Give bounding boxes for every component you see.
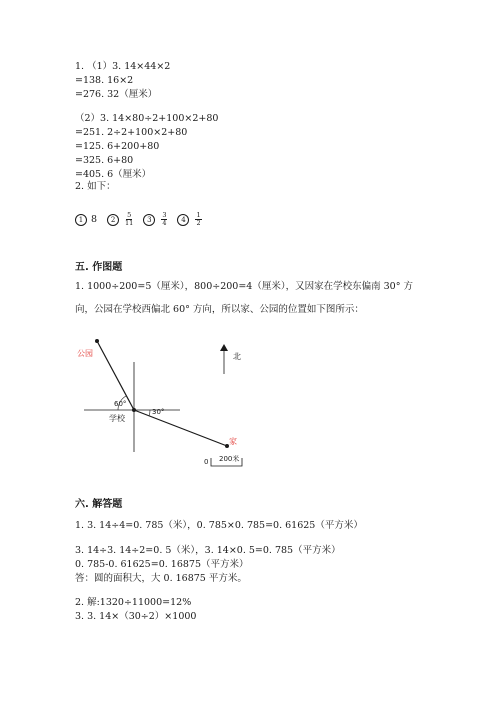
home-label: 家 [229, 437, 237, 446]
answer-mark: 2 [107, 214, 119, 226]
fraction-numerator: 1 [196, 211, 201, 219]
section-heading: 五. 作图题 [75, 262, 123, 273]
answer-value: 8 [91, 214, 98, 225]
answer-line: 3. 3. 14×（30÷2）×1000 [75, 611, 197, 622]
school-label: 学校 [109, 414, 125, 423]
section-heading: 六. 解答题 [75, 499, 123, 510]
fraction-denominator: 2 [196, 219, 201, 227]
section-text: 1. 1000÷200=5（厘米），800÷200=4（厘米），又因家在学校东偏南 30° 方 [75, 281, 413, 292]
park-label: 公园 [77, 349, 93, 358]
calc-line: =276. 32（厘米） [75, 89, 158, 100]
calc-line: 1. （1）3. 14×44×2 [75, 61, 171, 72]
fraction-denominator: 4 [162, 219, 167, 227]
north-arrow-icon [220, 344, 228, 351]
answer-mark: 1 [75, 214, 87, 226]
scale-zero-label: 0 [204, 458, 209, 466]
angle-label-30: 30° [152, 408, 165, 416]
answer-line: 2. 解:1320÷11000=12% [75, 597, 192, 608]
fraction-numerator: 3 [162, 211, 167, 219]
calc-line: =138. 16×2 [75, 75, 134, 86]
calc-line: =405. 6（厘米） [75, 169, 152, 180]
answer-line: 0. 785-0. 61625=0. 16875（平方米） [75, 559, 249, 570]
calc-line: =251. 2÷2+100×2+80 [75, 127, 188, 138]
school-home-line [134, 410, 227, 446]
scale-distance-label: 200米 [219, 455, 240, 463]
angle-arc-30 [149, 410, 150, 416]
north-label: 北 [233, 352, 241, 361]
park-point [95, 339, 99, 343]
fraction-numerator: 5 [127, 211, 132, 219]
calc-line: =325. 6+80 [75, 155, 134, 166]
fraction-denominator: 11 [125, 219, 134, 227]
angle-label-60: 60° [114, 400, 127, 408]
answer-line: 1. 3. 14÷4=0. 785（米），0. 785×0. 785=0. 61625（平方米） [75, 520, 363, 531]
calc-line: （2）3. 14×80÷2+100×2+80 [75, 113, 219, 124]
answer-line: 3. 14÷3. 14÷2=0. 5（米），3. 14×0. 5=0. 785（平方米） [75, 545, 341, 556]
section-text: 向，公园在学校西偏北 60° 方向，所以家、公园的位置如下图所示： [75, 304, 364, 315]
school-point [132, 408, 136, 412]
calc-line: =125. 6+200+80 [75, 141, 160, 152]
answer-mark: 4 [177, 214, 189, 226]
calc-line: 2. 如下： [75, 181, 116, 192]
answer-line: 答：圆的面积大，大 0. 16875 平方米。 [75, 573, 247, 584]
answer-mark: 3 [143, 214, 155, 226]
